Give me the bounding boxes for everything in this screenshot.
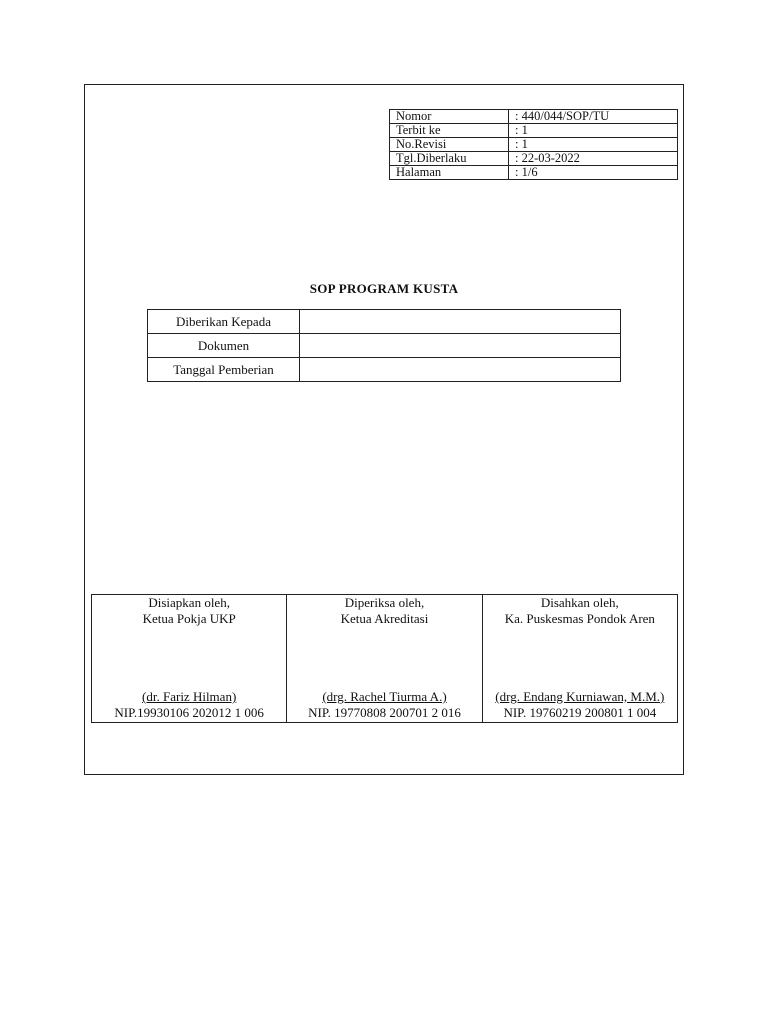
distribution-value (300, 358, 621, 382)
signature-nip: NIP.19930106 202012 1 006 (114, 705, 264, 720)
info-label: Tgl.Diberlaku (390, 152, 509, 166)
signature-cell-prepared (92, 595, 287, 723)
info-row-tanggal (390, 152, 678, 166)
info-label: Terbit ke (390, 124, 509, 138)
signature-name: (dr. Fariz Hilman) (142, 689, 237, 704)
info-value: : 1/6 (509, 166, 678, 180)
info-label: Halaman (390, 166, 509, 180)
distribution-value (300, 334, 621, 358)
info-value: : 1 (509, 124, 678, 138)
distribution-label: Tanggal Pemberian (148, 358, 300, 382)
distribution-table (147, 309, 621, 382)
signature-role: Ka. Puskesmas Pondok Aren (504, 610, 655, 626)
document-title: SOP PROGRAM KUSTA (309, 281, 459, 296)
signature-cell-checked (287, 595, 482, 723)
info-label: No.Revisi (390, 138, 509, 152)
distribution-row (148, 334, 621, 358)
distribution-label: Diberikan Kepada (148, 310, 300, 334)
info-row-nomor (390, 110, 678, 124)
signature-name: (drg. Endang Kurniawan, M.M.) (495, 689, 665, 704)
signature-row (92, 595, 678, 723)
info-value: : 22-03-2022 (509, 152, 678, 166)
signature-role: Ketua Pokja UKP (142, 610, 236, 626)
signature-cell-approved (482, 595, 677, 723)
distribution-label: Dokumen (148, 334, 300, 358)
signature-action: Disahkan oleh, (540, 595, 619, 610)
distribution-value (300, 310, 621, 334)
distribution-row (148, 358, 621, 382)
signature-nip: NIP. 19770808 200701 2 016 (308, 705, 461, 720)
document-info-table (389, 109, 678, 180)
distribution-row (148, 310, 621, 334)
info-row-halaman (390, 166, 678, 180)
info-row-terbit (390, 124, 678, 138)
info-row-revisi (390, 138, 678, 152)
signature-table (91, 594, 678, 723)
signature-role: Ketua Akreditasi (340, 610, 429, 626)
info-value: : 440/044/SOP/TU (509, 110, 678, 124)
signature-action: Disiapkan oleh, (148, 595, 230, 610)
info-value: : 1 (509, 138, 678, 152)
signature-name: (drg. Rachel Tiurma A.) (322, 689, 447, 704)
signature-nip: NIP. 19760219 200801 1 004 (503, 705, 657, 720)
info-label: Nomor (390, 110, 509, 124)
signature-action: Diperiksa oleh, (344, 595, 425, 610)
